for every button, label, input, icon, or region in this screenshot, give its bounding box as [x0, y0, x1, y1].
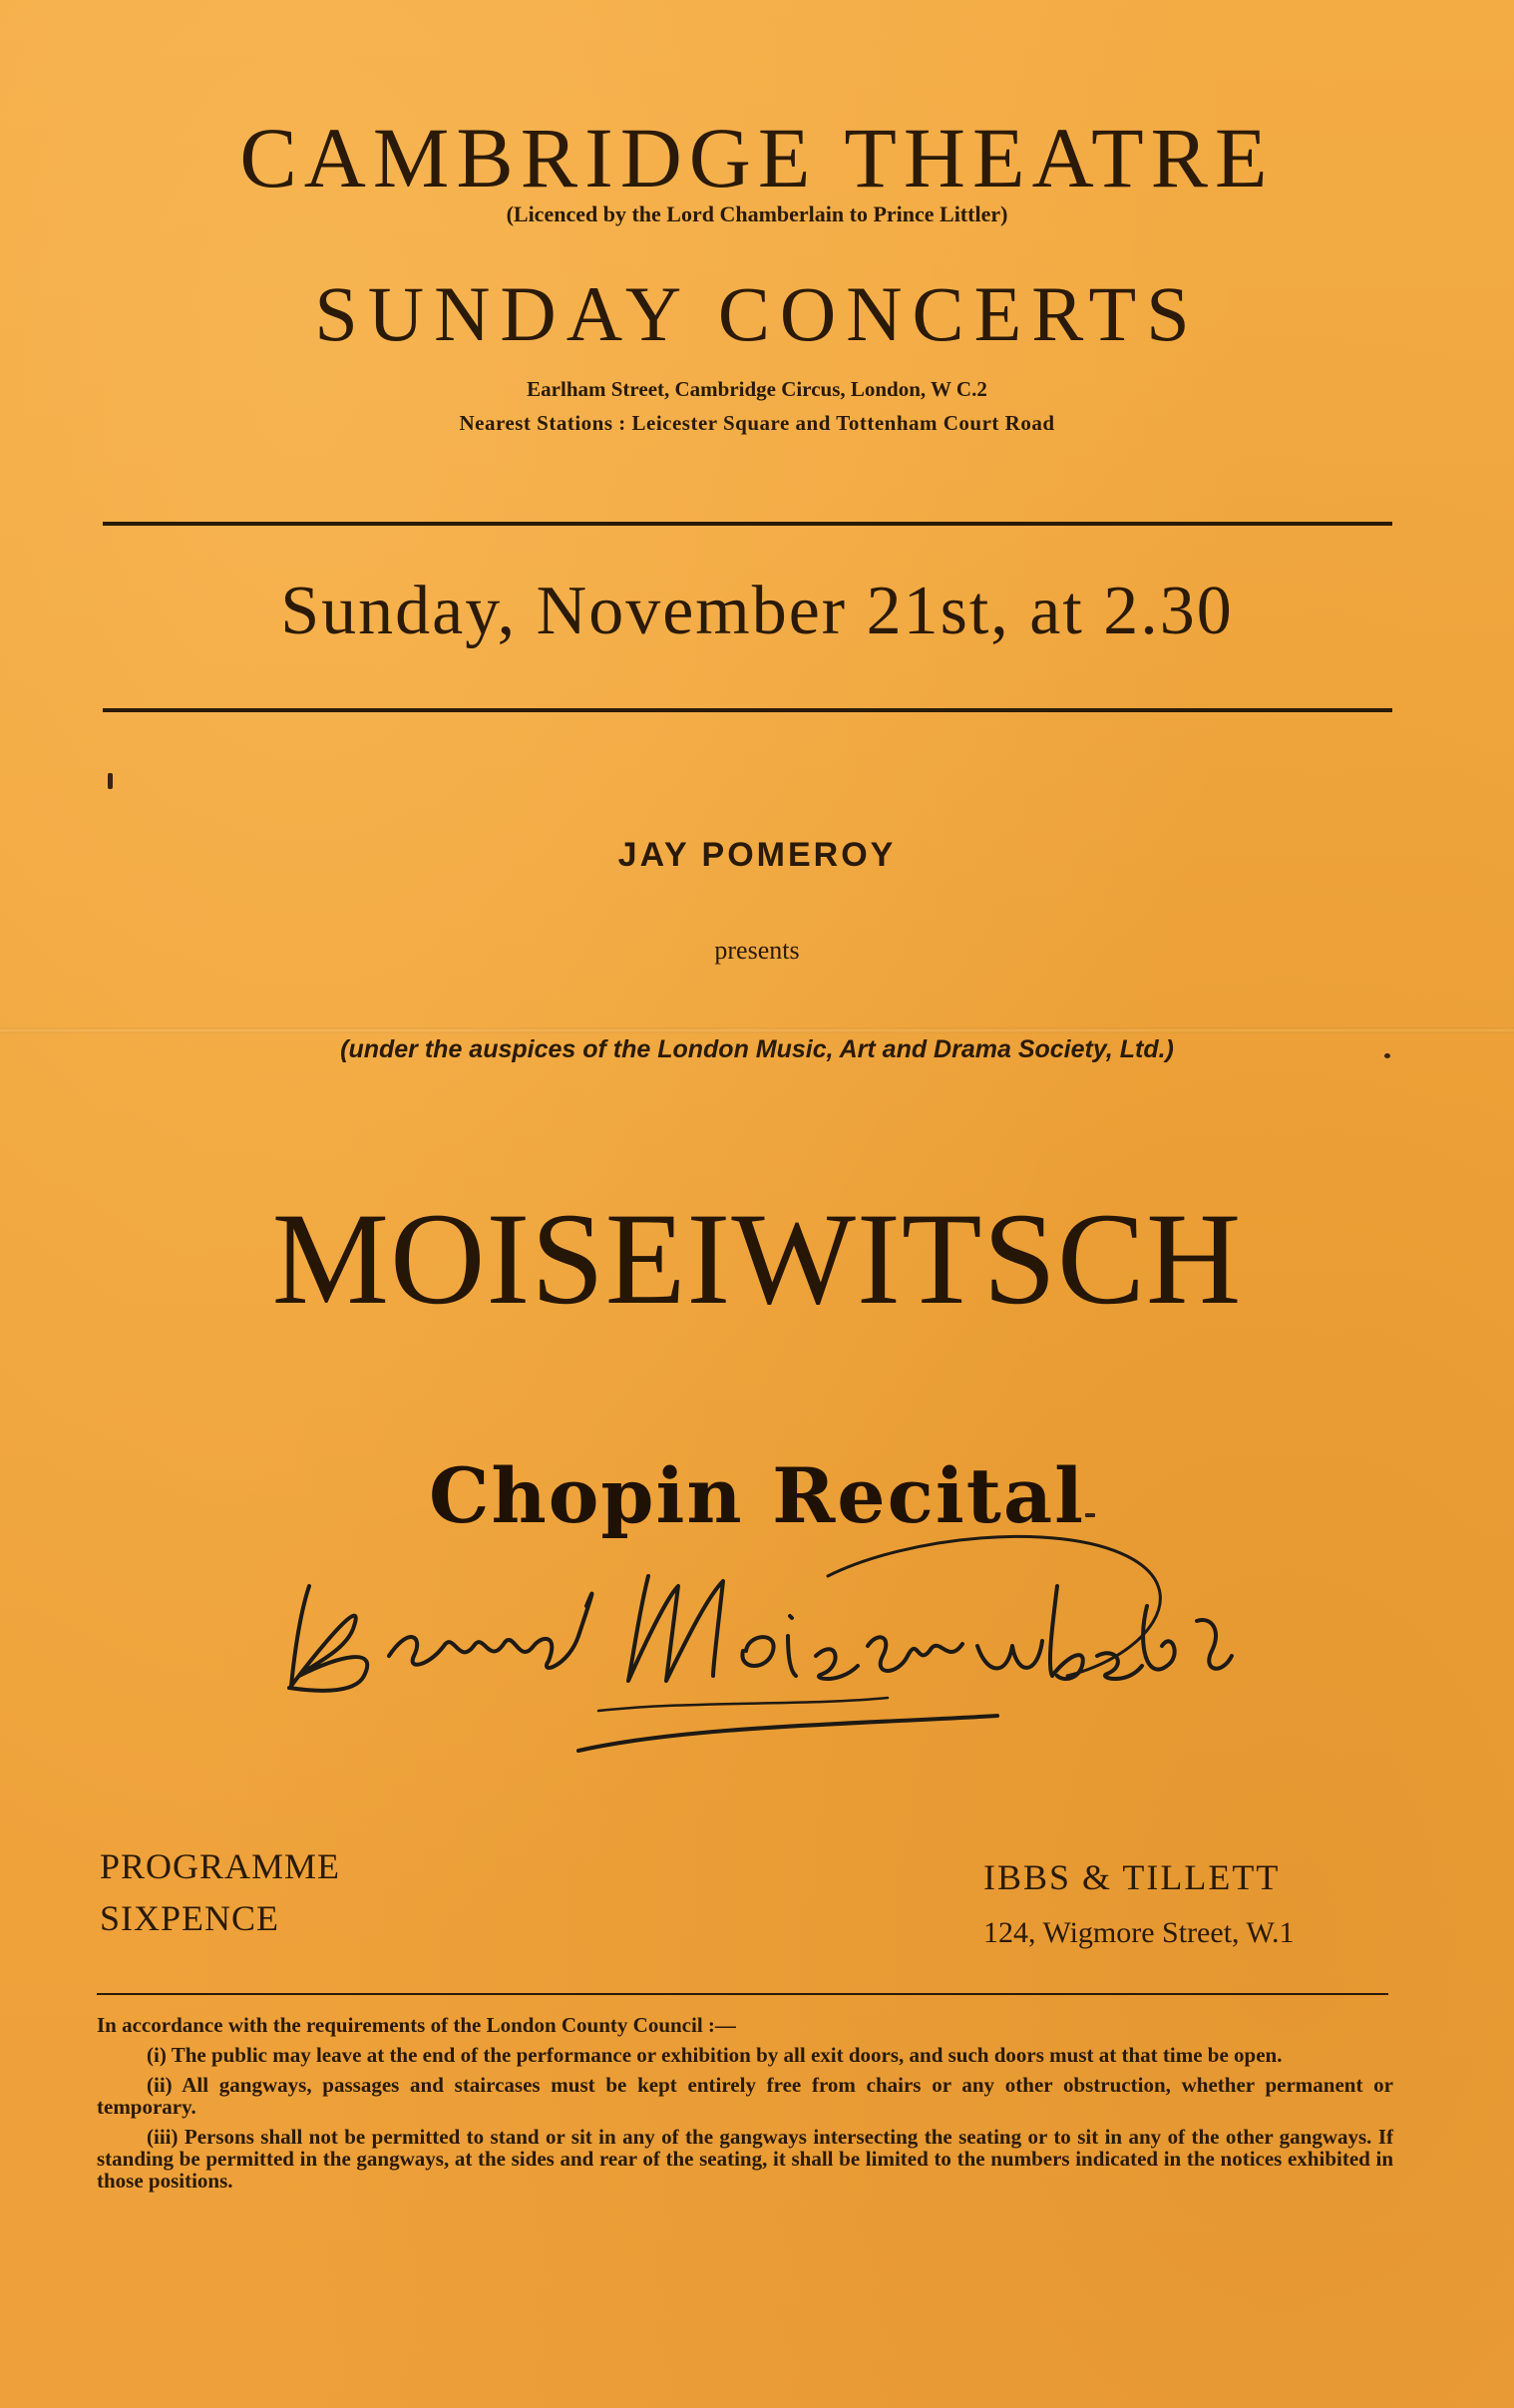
notice-item: (i) The public may leave at the end of the performance or exhibition by all exit doors, and such doors must at that time be open. — [147, 2043, 1283, 2067]
series-title: SUNDAY CONCERTS — [314, 270, 1200, 357]
date-rule — [103, 708, 1392, 712]
theatre-name: CAMBRIDGE THEATRE — [239, 110, 1275, 205]
agent-name: IBBS & TILLETT — [983, 1857, 1281, 1897]
presenter-name: JAY POMEROY — [617, 836, 897, 874]
notice-item: (iii) Persons shall not be permitted to stand or sit in any of the gangways intersecting the seating or to sit in any of the other gangways. If standing be permitted in the gangways, at the sides and rear of the seating, it shall be limited to the numbers indicated in the notices exhibited in those positions. — [97, 2125, 1393, 2193]
licence-line: (Licenced by the Lord Chamberlain to Prince Littler) — [506, 201, 1008, 226]
notice-item: (ii) All gangways, passages and staircases must be kept entirely free from chairs or any other obstruction, whether permanent or temporary. — [97, 2073, 1393, 2119]
agent-address: 124, Wigmore Street, W.1 — [983, 1916, 1295, 1949]
notice-intro: In accordance with the requirements of the London County Council :— — [97, 2013, 736, 2037]
theatre-address: Earlham Street, Cambridge Circus, London, W C.2 — [527, 377, 987, 401]
presents-label: presents — [714, 936, 800, 965]
event-date-time: Sunday, November 21st, at 2.30 — [280, 573, 1234, 649]
programme-label: PROGRAMME — [100, 1846, 341, 1886]
programme-price: SIXPENCE — [100, 1898, 280, 1938]
notice-rule — [97, 1993, 1388, 1995]
lcc-notice — [97, 2014, 1393, 2200]
ink-speck — [108, 773, 113, 789]
recital-title: Chopin Recital — [428, 1451, 1086, 1540]
handwritten-signature — [269, 1516, 1267, 1756]
nearest-stations: Nearest Stations : Leicester Square and Tottenham Court Road — [459, 411, 1055, 435]
auspices-line: (under the auspices of the London Music, Art and Drama Society, Ltd.) — [340, 1035, 1174, 1063]
artist-name: MOISEIWITSCH — [271, 1185, 1243, 1332]
paper-crease — [0, 1027, 1514, 1033]
top-rule — [103, 522, 1392, 526]
